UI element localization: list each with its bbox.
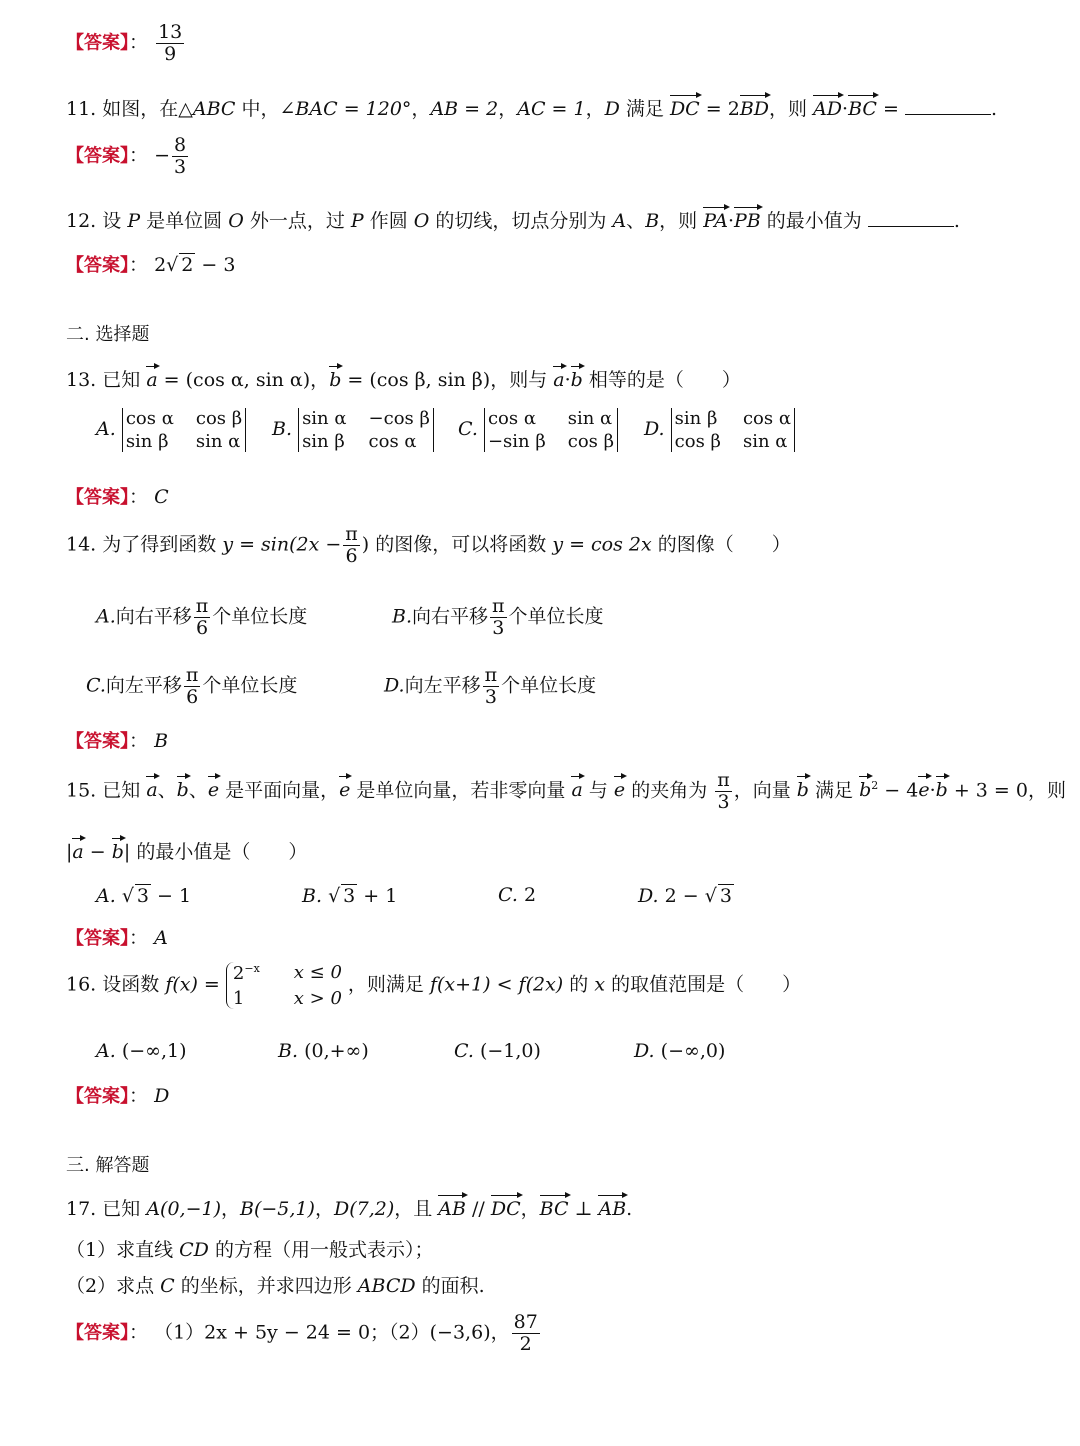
q10-answer-fraction: $\frac{13}{9}$ (158, 21, 183, 65)
q15-option-d[interactable]: D. 2 − √ 3 (638, 885, 732, 907)
q16-option-b[interactable]: B. (0,+∞) (278, 1040, 369, 1062)
q12-stem: 12. 设 P 是单位圆 O 外一点，过 P 作圆 O 的切线，切点分别为 A、B，则 PA·PB 的最小值为 . (66, 210, 960, 232)
q15-option-b[interactable]: B. √ 3 + 1 (302, 885, 398, 907)
q11-stem: 11. 如图，在△ABC 中，∠BAC = 120°，AB = 2，AC = 1，D 满足 DC = 2BD，则 AD·BC = . (66, 98, 997, 120)
q15-answer: 【答案】： A (66, 927, 168, 949)
q13-option-b[interactable]: B. sin α −cos β sin β cos α (272, 408, 434, 452)
q14-option-a[interactable]: A.向右平移 $\frac{\pi}{6}$ 个单位长度 (96, 595, 308, 639)
q16-answer: 【答案】： D (66, 1085, 170, 1107)
q14-option-b[interactable]: B.向右平移 $\frac{\pi}{3}$ 个单位长度 (392, 595, 604, 639)
q13-option-a[interactable]: A. cos α cos β sin β sin α (96, 408, 246, 452)
answer-label: 【答案】 (66, 32, 129, 54)
q16-option-a[interactable]: A. (−∞,1) (96, 1040, 187, 1062)
q11-blank[interactable] (905, 96, 991, 115)
q15-stem-line2: |a − b| 的最小值是（ ） (66, 841, 308, 863)
q16-option-c[interactable]: C. (−1,0) (454, 1040, 541, 1062)
q10-answer: 【答案】： $\frac{13}{9}$ (66, 21, 183, 65)
q13-option-d[interactable]: D. sin β cos α cos β sin α (644, 408, 795, 452)
q17-answer: 【答案】： （1）2x + 5y − 24 = 0；（2）(−3,6)， $\frac{87}{2}$ (66, 1311, 538, 1355)
q14-option-c[interactable]: C.向左平移 $\frac{\pi}{6}$ 个单位长度 (86, 664, 298, 708)
q16-piecewise: $2^{-x}$ x ≤ 0 1 x > 0 (226, 962, 348, 1009)
q13-stem: 13. 已知 a = (cos α, sin α)，b = (cos β, sin β)，则与 a·b 相等的是（ ） (66, 369, 741, 391)
q15-option-c[interactable]: C. 2 (498, 884, 537, 906)
q17-sub2: （2）求点 C 的坐标，并求四边形 ABCD 的面积. (66, 1275, 485, 1297)
q15-stem: 15. 已知 a、b、e 是平面向量，e 是单位向量，若非零向量 a 与 e 的夹角为 $\frac{\pi}{3}$ ，向量 b 满足 $b^2 - 4e\cdot b + 3 = 0$，则 (66, 769, 1066, 813)
q14-answer: 【答案】： B (66, 730, 169, 752)
section-solution-title: 三. 解答题 (66, 1155, 150, 1176)
q14-option-d[interactable]: D.向左平移 $\frac{\pi}{3}$ 个单位长度 (384, 664, 597, 708)
q13-answer: 【答案】： C (66, 486, 169, 508)
q12-blank[interactable] (868, 208, 954, 227)
q16-stem: 16. 设函数 f(x) = $2^{-x}$ x ≤ 0 1 x > 0 ，则满足 f(x+1) < f(2x) 的 x 的取值范围是（ ） (66, 962, 802, 1009)
q17-stem: 17. 已知 A(0,−1)，B(−5,1)，D(7,2)，且 AB // DC，BC ⊥ AB. (66, 1198, 633, 1220)
q12-answer: 【答案】： 2√ 2 − 3 (66, 254, 236, 276)
q13-option-c[interactable]: C. cos α sin α −sin β cos β (458, 408, 618, 452)
q16-option-d[interactable]: D. (−∞,0) (634, 1040, 726, 1062)
q11-answer: 【答案】： − $\frac{8}{3}$ (66, 134, 187, 178)
section-choice-title: 二. 选择题 (66, 324, 150, 345)
q14-stem: 14. 为了得到函数 y = sin(2x − $\frac{\pi}{6}$ ) 的图像，可以将函数 y = cos 2x 的图像（ ） (66, 523, 791, 567)
q17-sub1: （1）求直线 CD 的方程（用一般式表示）； (66, 1239, 434, 1261)
q15-option-a[interactable]: A. √ 3 − 1 (96, 885, 192, 907)
